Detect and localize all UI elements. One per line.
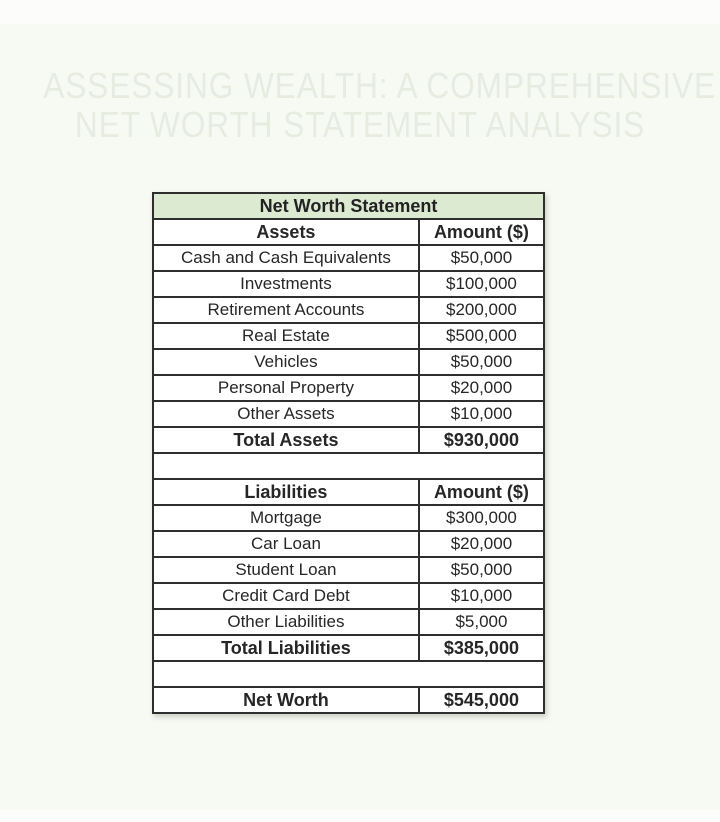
liability-label: Student Loan	[153, 557, 419, 583]
page-title	[0, 66, 720, 144]
spacer-row	[153, 661, 544, 687]
total-liabilities-amount: $385,000	[419, 635, 544, 661]
assets-header-row	[153, 219, 544, 245]
spacer-cell	[153, 661, 544, 687]
total-assets-amount: $930,000	[419, 427, 544, 453]
asset-row	[153, 297, 544, 323]
table-title-row	[153, 193, 544, 219]
asset-row	[153, 271, 544, 297]
asset-row	[153, 245, 544, 271]
asset-row	[153, 349, 544, 375]
assets-header-amount: Amount ($)	[419, 219, 544, 245]
liability-label: Car Loan	[153, 531, 419, 557]
liability-row	[153, 557, 544, 583]
table-title: Net Worth Statement	[153, 193, 544, 219]
liability-amount: $50,000	[419, 557, 544, 583]
assets-header-label: Assets	[153, 219, 419, 245]
total-liabilities-row	[153, 635, 544, 661]
asset-label: Personal Property	[153, 375, 419, 401]
asset-amount: $50,000	[419, 349, 544, 375]
spacer-row	[153, 453, 544, 479]
liability-amount: $20,000	[419, 531, 544, 557]
liability-label: Mortgage	[153, 505, 419, 531]
asset-row	[153, 375, 544, 401]
liability-amount: $5,000	[419, 609, 544, 635]
total-assets-label: Total Assets	[153, 427, 419, 453]
asset-row	[153, 323, 544, 349]
total-liabilities-label: Total Liabilities	[153, 635, 419, 661]
asset-amount: $20,000	[419, 375, 544, 401]
asset-row	[153, 401, 544, 427]
spacer-cell	[153, 453, 544, 479]
liabilities-header-label: Liabilities	[153, 479, 419, 505]
liabilities-header-amount: Amount ($)	[419, 479, 544, 505]
asset-label: Cash and Cash Equivalents	[153, 245, 419, 271]
net-worth-amount: $545,000	[419, 687, 544, 713]
liability-amount: $300,000	[419, 505, 544, 531]
liability-amount: $10,000	[419, 583, 544, 609]
liabilities-header-row	[153, 479, 544, 505]
asset-label: Real Estate	[153, 323, 419, 349]
page-title-line2: NET WORTH STATEMENT ANALYSIS	[74, 104, 646, 145]
asset-amount: $50,000	[419, 245, 544, 271]
asset-label: Other Assets	[153, 401, 419, 427]
asset-amount: $100,000	[419, 271, 544, 297]
asset-label: Investments	[153, 271, 419, 297]
asset-label: Vehicles	[153, 349, 419, 375]
liability-row	[153, 531, 544, 557]
net-worth-row	[153, 687, 544, 713]
asset-amount: $500,000	[419, 323, 544, 349]
net-worth-statement-table	[152, 192, 545, 714]
asset-label: Retirement Accounts	[153, 297, 419, 323]
liability-row	[153, 583, 544, 609]
net-worth-label: Net Worth	[153, 687, 419, 713]
page-title-line1: ASSESSING WEALTH: A COMPREHENSIVE	[43, 65, 716, 106]
liability-row	[153, 609, 544, 635]
total-assets-row	[153, 427, 544, 453]
liability-row	[153, 505, 544, 531]
liability-label: Other Liabilities	[153, 609, 419, 635]
liability-label: Credit Card Debt	[153, 583, 419, 609]
asset-amount: $10,000	[419, 401, 544, 427]
asset-amount: $200,000	[419, 297, 544, 323]
